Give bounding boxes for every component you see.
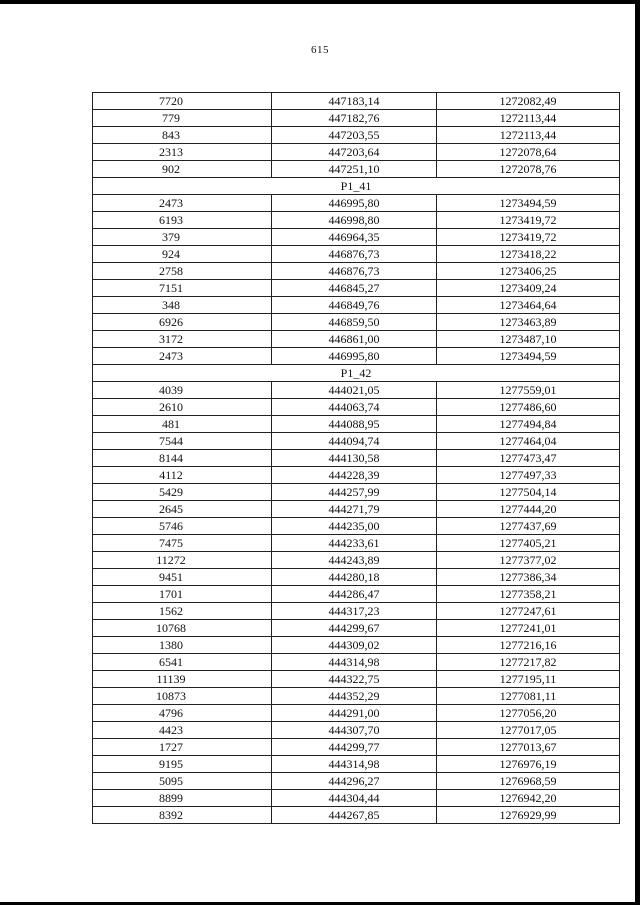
y-coordinate-cell: 1273419,72 [437,212,620,229]
y-coordinate-cell: 1272082,49 [437,93,620,110]
y-coordinate-cell: 1273494,59 [437,195,620,212]
table-row [93,518,620,535]
point-number-cell: 9195 [93,756,272,773]
point-number-cell: 11139 [93,671,272,688]
y-coordinate-cell: 1273419,72 [437,229,620,246]
table-row [93,637,620,654]
x-coordinate-cell: 444088,95 [272,416,437,433]
y-coordinate-cell: 1277444,20 [437,501,620,518]
x-coordinate-cell: 447182,76 [272,110,437,127]
point-number-cell: 779 [93,110,272,127]
y-coordinate-cell: 1273406,25 [437,263,620,280]
point-number-cell: 10768 [93,620,272,637]
point-number-cell: 3172 [93,331,272,348]
table-row [93,382,620,399]
point-number-cell: 4423 [93,722,272,739]
point-number-cell: 7720 [93,93,272,110]
x-coordinate-cell: 444094,74 [272,433,437,450]
point-number-cell: 1701 [93,586,272,603]
x-coordinate-cell: 444233,61 [272,535,437,552]
x-coordinate-cell: 444280,18 [272,569,437,586]
point-number-cell: 8144 [93,450,272,467]
y-coordinate-cell: 1277217,82 [437,654,620,671]
y-coordinate-cell: 1277241,01 [437,620,620,637]
table-row [93,756,620,773]
section-title: P1_42 [93,365,620,382]
x-coordinate-cell: 444243,89 [272,552,437,569]
point-number-cell: 4112 [93,467,272,484]
x-coordinate-cell: 444299,67 [272,620,437,637]
x-coordinate-cell: 444291,00 [272,705,437,722]
table-row [93,671,620,688]
x-coordinate-cell: 444267,85 [272,807,437,824]
x-coordinate-cell: 447251,10 [272,161,437,178]
point-number-cell: 7475 [93,535,272,552]
y-coordinate-cell: 1276929,99 [437,807,620,824]
x-coordinate-cell: 446876,73 [272,246,437,263]
point-number-cell: 2473 [93,348,272,365]
table-row [93,688,620,705]
point-number-cell: 481 [93,416,272,433]
y-coordinate-cell: 1273409,24 [437,280,620,297]
point-number-cell: 6541 [93,654,272,671]
table-row [93,93,620,110]
table-row [93,433,620,450]
x-coordinate-cell: 446995,80 [272,195,437,212]
y-coordinate-cell: 1272078,64 [437,144,620,161]
y-coordinate-cell: 1273463,89 [437,314,620,331]
point-number-cell: 379 [93,229,272,246]
point-number-cell: 4039 [93,382,272,399]
y-coordinate-cell: 1277559,01 [437,382,620,399]
y-coordinate-cell: 1273418,22 [437,246,620,263]
table-row [93,144,620,161]
table-row [93,280,620,297]
x-coordinate-cell: 446876,73 [272,263,437,280]
x-coordinate-cell: 446861,00 [272,331,437,348]
table-row [93,161,620,178]
table-row [93,263,620,280]
point-number-cell: 2313 [93,144,272,161]
x-coordinate-cell: 447203,55 [272,127,437,144]
point-number-cell: 2758 [93,263,272,280]
scan-border-top [0,0,640,4]
table-row [93,467,620,484]
scan-border-right [635,0,640,905]
y-coordinate-cell: 1277017,05 [437,722,620,739]
point-number-cell: 10873 [93,688,272,705]
y-coordinate-cell: 1273464,64 [437,297,620,314]
section-header-row [93,365,620,382]
table-row [93,603,620,620]
y-coordinate-cell: 1277013,67 [437,739,620,756]
y-coordinate-cell: 1277464,04 [437,433,620,450]
x-coordinate-cell: 444314,98 [272,756,437,773]
y-coordinate-cell: 1277486,60 [437,399,620,416]
y-coordinate-cell: 1272113,44 [437,127,620,144]
y-coordinate-cell: 1277056,20 [437,705,620,722]
coordinates-table-body [93,93,620,824]
y-coordinate-cell: 1277437,69 [437,518,620,535]
y-coordinate-cell: 1276942,20 [437,790,620,807]
table-row [93,229,620,246]
point-number-cell: 2645 [93,501,272,518]
point-number-cell: 2473 [93,195,272,212]
y-coordinate-cell: 1277195,11 [437,671,620,688]
table-row [93,348,620,365]
x-coordinate-cell: 446859,50 [272,314,437,331]
table-row [93,654,620,671]
table-row [93,501,620,518]
x-coordinate-cell: 444021,05 [272,382,437,399]
table-row [93,212,620,229]
y-coordinate-cell: 1277358,21 [437,586,620,603]
point-number-cell: 4796 [93,705,272,722]
point-number-cell: 11272 [93,552,272,569]
x-coordinate-cell: 446995,80 [272,348,437,365]
x-coordinate-cell: 444296,27 [272,773,437,790]
point-number-cell: 7151 [93,280,272,297]
y-coordinate-cell: 1277405,21 [437,535,620,552]
x-coordinate-cell: 447183,14 [272,93,437,110]
y-coordinate-cell: 1277081,11 [437,688,620,705]
x-coordinate-cell: 446998,80 [272,212,437,229]
x-coordinate-cell: 444317,23 [272,603,437,620]
y-coordinate-cell: 1277504,14 [437,484,620,501]
x-coordinate-cell: 444271,79 [272,501,437,518]
x-coordinate-cell: 444130,58 [272,450,437,467]
table-row [93,705,620,722]
point-number-cell: 924 [93,246,272,263]
y-coordinate-cell: 1277247,61 [437,603,620,620]
table-row [93,773,620,790]
x-coordinate-cell: 446845,27 [272,280,437,297]
table-row [93,297,620,314]
table-row [93,110,620,127]
section-title: P1_41 [93,178,620,195]
table-row [93,399,620,416]
point-number-cell: 1727 [93,739,272,756]
table-row [93,246,620,263]
x-coordinate-cell: 446964,35 [272,229,437,246]
point-number-cell: 8899 [93,790,272,807]
table-row [93,127,620,144]
section-header-row [93,178,620,195]
point-number-cell: 6193 [93,212,272,229]
y-coordinate-cell: 1276968,59 [437,773,620,790]
point-number-cell: 7544 [93,433,272,450]
x-coordinate-cell: 444299,77 [272,739,437,756]
x-coordinate-cell: 444235,00 [272,518,437,535]
table-row [93,484,620,501]
table-row [93,195,620,212]
y-coordinate-cell: 1273487,10 [437,331,620,348]
y-coordinate-cell: 1272078,76 [437,161,620,178]
table-row [93,314,620,331]
y-coordinate-cell: 1272113,44 [437,110,620,127]
table-row [93,586,620,603]
table-row [93,416,620,433]
x-coordinate-cell: 447203,64 [272,144,437,161]
point-number-cell: 902 [93,161,272,178]
x-coordinate-cell: 444063,74 [272,399,437,416]
y-coordinate-cell: 1277497,33 [437,467,620,484]
table-row [93,722,620,739]
y-coordinate-cell: 1277386,34 [437,569,620,586]
table-row [93,569,620,586]
page-number: 615 [311,44,329,56]
point-number-cell: 9451 [93,569,272,586]
point-number-cell: 348 [93,297,272,314]
x-coordinate-cell: 444257,99 [272,484,437,501]
y-coordinate-cell: 1277473,47 [437,450,620,467]
table-row [93,807,620,824]
point-number-cell: 5429 [93,484,272,501]
x-coordinate-cell: 444309,02 [272,637,437,654]
x-coordinate-cell: 444304,44 [272,790,437,807]
table-row [93,331,620,348]
point-number-cell: 6926 [93,314,272,331]
table-row [93,790,620,807]
point-number-cell: 843 [93,127,272,144]
point-number-cell: 1380 [93,637,272,654]
y-coordinate-cell: 1277377,02 [437,552,620,569]
y-coordinate-cell: 1273494,59 [437,348,620,365]
x-coordinate-cell: 444307,70 [272,722,437,739]
table-row [93,620,620,637]
x-coordinate-cell: 444228,39 [272,467,437,484]
y-coordinate-cell: 1276976,19 [437,756,620,773]
x-coordinate-cell: 446849,76 [272,297,437,314]
table-row [93,739,620,756]
y-coordinate-cell: 1277216,16 [437,637,620,654]
x-coordinate-cell: 444314,98 [272,654,437,671]
point-number-cell: 5746 [93,518,272,535]
table-row [93,450,620,467]
x-coordinate-cell: 444286,47 [272,586,437,603]
point-number-cell: 2610 [93,399,272,416]
y-coordinate-cell: 1277494,84 [437,416,620,433]
x-coordinate-cell: 444352,29 [272,688,437,705]
point-number-cell: 5095 [93,773,272,790]
point-number-cell: 1562 [93,603,272,620]
coordinates-table [92,92,620,824]
table-row [93,552,620,569]
table-row [93,535,620,552]
x-coordinate-cell: 444322,75 [272,671,437,688]
point-number-cell: 8392 [93,807,272,824]
